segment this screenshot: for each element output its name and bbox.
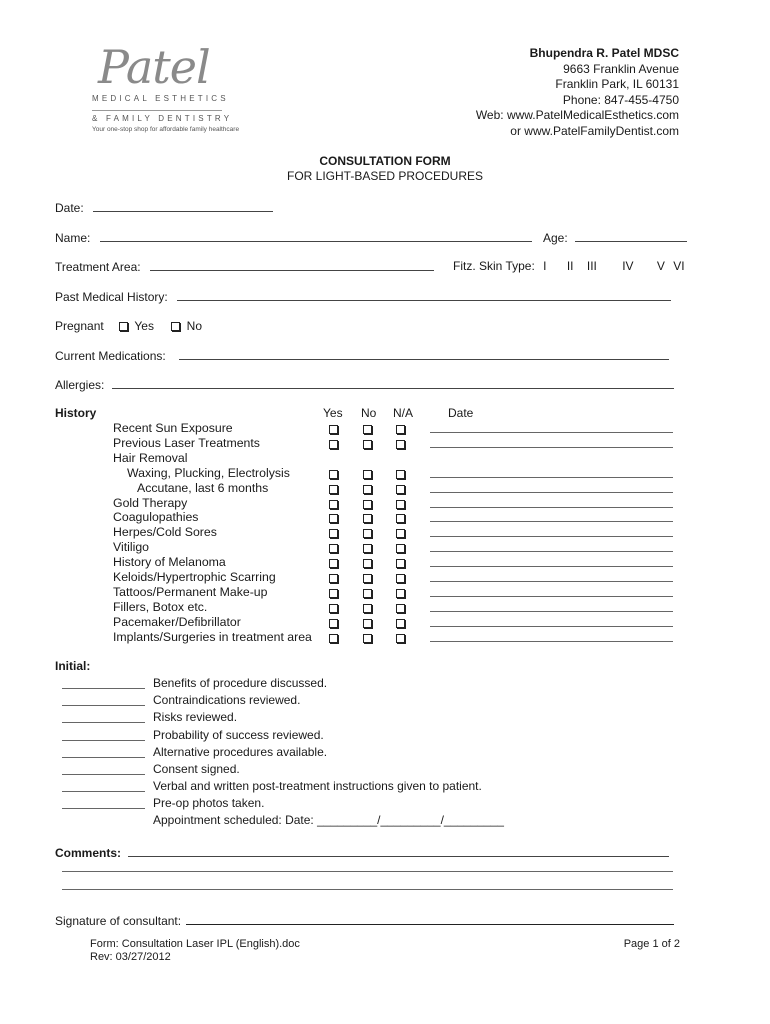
history-na-checkbox[interactable] xyxy=(396,485,405,494)
history-no-checkbox[interactable] xyxy=(363,574,372,583)
history-yes-checkbox[interactable] xyxy=(329,529,338,538)
history-yes-checkbox[interactable] xyxy=(329,574,338,583)
initial-item-label: Pre-op photos taken. xyxy=(153,796,265,811)
history-date-field[interactable] xyxy=(430,521,673,522)
history-yes-checkbox[interactable] xyxy=(329,470,338,479)
history-col-yes: Yes xyxy=(323,406,343,420)
contact-web2: or www.PatelFamilyDentist.com xyxy=(510,123,679,138)
signature-row xyxy=(55,913,674,928)
skin-type-label: Fitz. Skin Type: xyxy=(453,259,535,273)
date-row xyxy=(55,200,273,215)
initial-field[interactable] xyxy=(62,722,145,723)
history-na-checkbox[interactable] xyxy=(396,559,405,568)
history-item-label: Pacemaker/Defibrillator xyxy=(113,614,241,629)
initial-heading: Initial: xyxy=(55,659,91,673)
history-date-field[interactable] xyxy=(430,641,673,642)
pregnant-no-label: No xyxy=(186,319,202,333)
treatment-label: Treatment Area: xyxy=(55,260,141,274)
history-row xyxy=(0,496,770,511)
initial-item-label: Consent signed. xyxy=(153,762,240,776)
history-na-checkbox[interactable] xyxy=(396,529,405,538)
history-yes-checkbox[interactable] xyxy=(329,589,338,598)
history-yes-checkbox[interactable] xyxy=(329,634,338,643)
history-yes-checkbox[interactable] xyxy=(329,500,338,509)
contact-name: Bhupendra R. Patel MDSC xyxy=(529,46,679,60)
date-label: Date: xyxy=(55,201,84,215)
age-row xyxy=(543,230,687,245)
history-date-field[interactable] xyxy=(430,492,673,493)
signature-field[interactable] xyxy=(186,913,674,925)
form-title: CONSULTATION FORM xyxy=(319,154,451,168)
skin-type-VI[interactable]: VI xyxy=(673,259,685,273)
history-item-label: Coagulopathies xyxy=(113,510,199,525)
pmh-row xyxy=(55,289,671,304)
comments-field-1[interactable] xyxy=(128,845,669,857)
form-subtitle: FOR LIGHT-BASED PROCEDURES xyxy=(286,169,484,183)
history-yes-checkbox[interactable] xyxy=(329,425,338,434)
initial-item-label: Alternative procedures available. xyxy=(153,744,328,759)
comments-field-2[interactable] xyxy=(62,871,673,872)
logo-script: Patel xyxy=(98,40,210,94)
comments-field-3[interactable] xyxy=(62,889,673,890)
history-row xyxy=(0,600,770,615)
skin-type-V[interactable]: V xyxy=(656,259,665,273)
logo-tagline: Your one-stop shop for affordable family healthcare xyxy=(92,126,240,133)
meds-field[interactable] xyxy=(179,348,669,360)
history-item-label: Implants/Surgeries in treatment area xyxy=(113,629,312,644)
logo-line-medical: MEDICAL ESTHETICS xyxy=(92,94,229,103)
history-no-checkbox[interactable] xyxy=(363,619,372,628)
history-col-no: No xyxy=(361,406,377,420)
history-yes-checkbox[interactable] xyxy=(329,485,338,494)
name-label: Name: xyxy=(55,231,91,245)
allergies-field[interactable] xyxy=(112,377,674,389)
initial-item-label: Contraindications reviewed. xyxy=(153,693,301,708)
history-item-label: Accutane, last 6 months xyxy=(137,480,269,495)
history-item-label: Recent Sun Exposure xyxy=(113,421,233,435)
treatment-field[interactable] xyxy=(150,259,434,271)
history-no-checkbox[interactable] xyxy=(363,500,372,509)
history-item-label: History of Melanoma xyxy=(113,555,226,570)
history-row xyxy=(0,570,770,585)
history-heading: History xyxy=(55,406,97,420)
age-label: Age: xyxy=(543,231,568,245)
history-no-checkbox[interactable] xyxy=(363,485,372,494)
history-row xyxy=(0,630,770,645)
comments-label: Comments: xyxy=(55,846,122,860)
history-na-checkbox[interactable] xyxy=(396,440,405,449)
history-date-field[interactable] xyxy=(430,536,673,537)
history-date-field[interactable] xyxy=(430,611,673,612)
history-na-checkbox[interactable] xyxy=(396,500,405,509)
history-item-label: Tattoos/Permanent Make-up xyxy=(113,584,268,599)
history-yes-checkbox[interactable] xyxy=(329,440,338,449)
history-row xyxy=(0,585,770,600)
history-item-label: Gold Therapy xyxy=(113,495,188,510)
initial-item-label: Probability of success reviewed. xyxy=(153,727,324,742)
initial-field[interactable] xyxy=(62,808,145,809)
history-yes-checkbox[interactable] xyxy=(329,559,338,568)
skin-type-I[interactable]: I xyxy=(543,259,547,273)
history-item-label: Previous Laser Treatments xyxy=(113,435,260,450)
history-row xyxy=(0,540,770,555)
history-row xyxy=(0,555,770,570)
footer-page: Page 1 of 2 xyxy=(623,938,680,950)
history-item-label: Herpes/Cold Sores xyxy=(113,525,217,540)
age-field[interactable] xyxy=(575,230,687,242)
contact-web1: Web: www.PatelMedicalEsthetics.com xyxy=(475,108,679,122)
meds-row xyxy=(55,348,669,363)
history-date-field[interactable] xyxy=(430,551,673,552)
pregnant-yes-label: Yes xyxy=(134,319,154,333)
initial-item-label: Benefits of procedure discussed. xyxy=(153,676,328,690)
history-row xyxy=(0,421,770,436)
logo-line-dentistry: & FAMILY DENTISTRY xyxy=(92,114,233,123)
pregnant-row xyxy=(55,319,202,333)
history-row xyxy=(0,481,770,496)
history-item-label: Keloids/Hypertrophic Scarring xyxy=(113,570,276,584)
history-no-checkbox[interactable] xyxy=(363,634,372,643)
appointment-row: Appointment scheduled: Date: _________/_________/_________ xyxy=(153,813,504,827)
history-date-field[interactable] xyxy=(430,447,673,448)
history-row xyxy=(0,615,770,630)
history-yes-checkbox[interactable] xyxy=(329,544,338,553)
signature-label: Signature of consultant: xyxy=(55,914,182,928)
history-na-checkbox[interactable] xyxy=(396,574,405,583)
history-no-checkbox[interactable] xyxy=(363,425,372,434)
history-no-checkbox[interactable] xyxy=(363,604,372,613)
pregnant-label: Pregnant xyxy=(55,319,104,333)
history-no-checkbox[interactable] xyxy=(363,514,372,523)
initial-field[interactable] xyxy=(62,688,145,689)
history-na-checkbox[interactable] xyxy=(396,544,405,553)
allergies-row xyxy=(55,377,674,392)
history-row xyxy=(0,510,770,525)
footer-form-name: Form: Consultation Laser IPL (English).doc xyxy=(90,938,300,950)
skin-type-III[interactable]: III xyxy=(586,259,597,273)
pmh-field[interactable] xyxy=(177,289,671,301)
history-no-checkbox[interactable] xyxy=(363,589,372,598)
history-date-field[interactable] xyxy=(430,566,673,567)
history-col-na: N/A xyxy=(393,406,414,420)
footer-revision: Rev: 03/27/2012 xyxy=(90,951,171,963)
initial-field[interactable] xyxy=(62,705,145,706)
history-date-field[interactable] xyxy=(430,432,673,433)
history-yes-checkbox[interactable] xyxy=(329,514,338,523)
name-row xyxy=(55,230,532,245)
history-na-checkbox[interactable] xyxy=(396,619,405,628)
skin-type-II[interactable]: II xyxy=(566,259,574,273)
history-date-field[interactable] xyxy=(430,581,673,582)
initial-field[interactable] xyxy=(62,774,145,775)
logo xyxy=(90,40,240,140)
history-item-label: Vitiligo xyxy=(113,540,150,555)
initial-item-label: Verbal and written post-treatment instructions given to patient. xyxy=(153,779,482,794)
history-date-field[interactable] xyxy=(430,507,673,508)
history-item-label: Hair Removal xyxy=(113,450,188,465)
pregnant-yes-checkbox[interactable] xyxy=(119,322,128,331)
history-na-checkbox[interactable] xyxy=(396,514,405,523)
pregnant-no-checkbox[interactable] xyxy=(171,322,180,331)
initial-field[interactable] xyxy=(62,757,145,758)
history-no-checkbox[interactable] xyxy=(363,559,372,568)
contact-block xyxy=(476,46,679,139)
initial-field[interactable] xyxy=(62,791,145,792)
history-no-checkbox[interactable] xyxy=(363,470,372,479)
comments-row xyxy=(55,845,669,860)
history-na-checkbox[interactable] xyxy=(396,604,405,613)
history-item-label: Fillers, Botox etc. xyxy=(113,599,208,614)
history-row xyxy=(0,525,770,540)
contact-address1: 9663 Franklin Avenue xyxy=(563,61,679,76)
skin-type-IV[interactable]: IV xyxy=(622,259,634,273)
logo-divider xyxy=(92,110,222,111)
history-col-date: Date xyxy=(448,406,474,420)
contact-address2: Franklin Park, IL 60131 xyxy=(555,77,679,91)
initial-field[interactable] xyxy=(62,740,145,741)
history-na-checkbox[interactable] xyxy=(396,634,405,643)
meds-label: Current Medications: xyxy=(55,349,166,363)
history-date-field[interactable] xyxy=(430,626,673,627)
history-no-checkbox[interactable] xyxy=(363,440,372,449)
initial-item-label: Risks reviewed. xyxy=(153,710,238,725)
treatment-row xyxy=(55,259,434,274)
history-row xyxy=(0,451,770,466)
history-date-field[interactable] xyxy=(430,477,673,478)
pmh-label: Past Medical History: xyxy=(55,290,168,304)
skin-type-row xyxy=(453,259,685,273)
name-field[interactable] xyxy=(100,230,532,242)
contact-phone: Phone: 847-455-4750 xyxy=(562,92,679,107)
history-row xyxy=(0,436,770,451)
history-yes-checkbox[interactable] xyxy=(329,619,338,628)
date-field[interactable] xyxy=(93,200,273,212)
allergies-label: Allergies: xyxy=(55,378,105,392)
history-no-checkbox[interactable] xyxy=(363,529,372,538)
footer xyxy=(90,938,300,964)
history-item-label: Waxing, Plucking, Electrolysis xyxy=(127,465,290,480)
history-row xyxy=(0,466,770,481)
history-na-checkbox[interactable] xyxy=(396,425,405,434)
history-yes-checkbox[interactable] xyxy=(329,604,338,613)
history-na-checkbox[interactable] xyxy=(396,470,405,479)
history-na-checkbox[interactable] xyxy=(396,589,405,598)
history-no-checkbox[interactable] xyxy=(363,544,372,553)
history-date-field[interactable] xyxy=(430,596,673,597)
